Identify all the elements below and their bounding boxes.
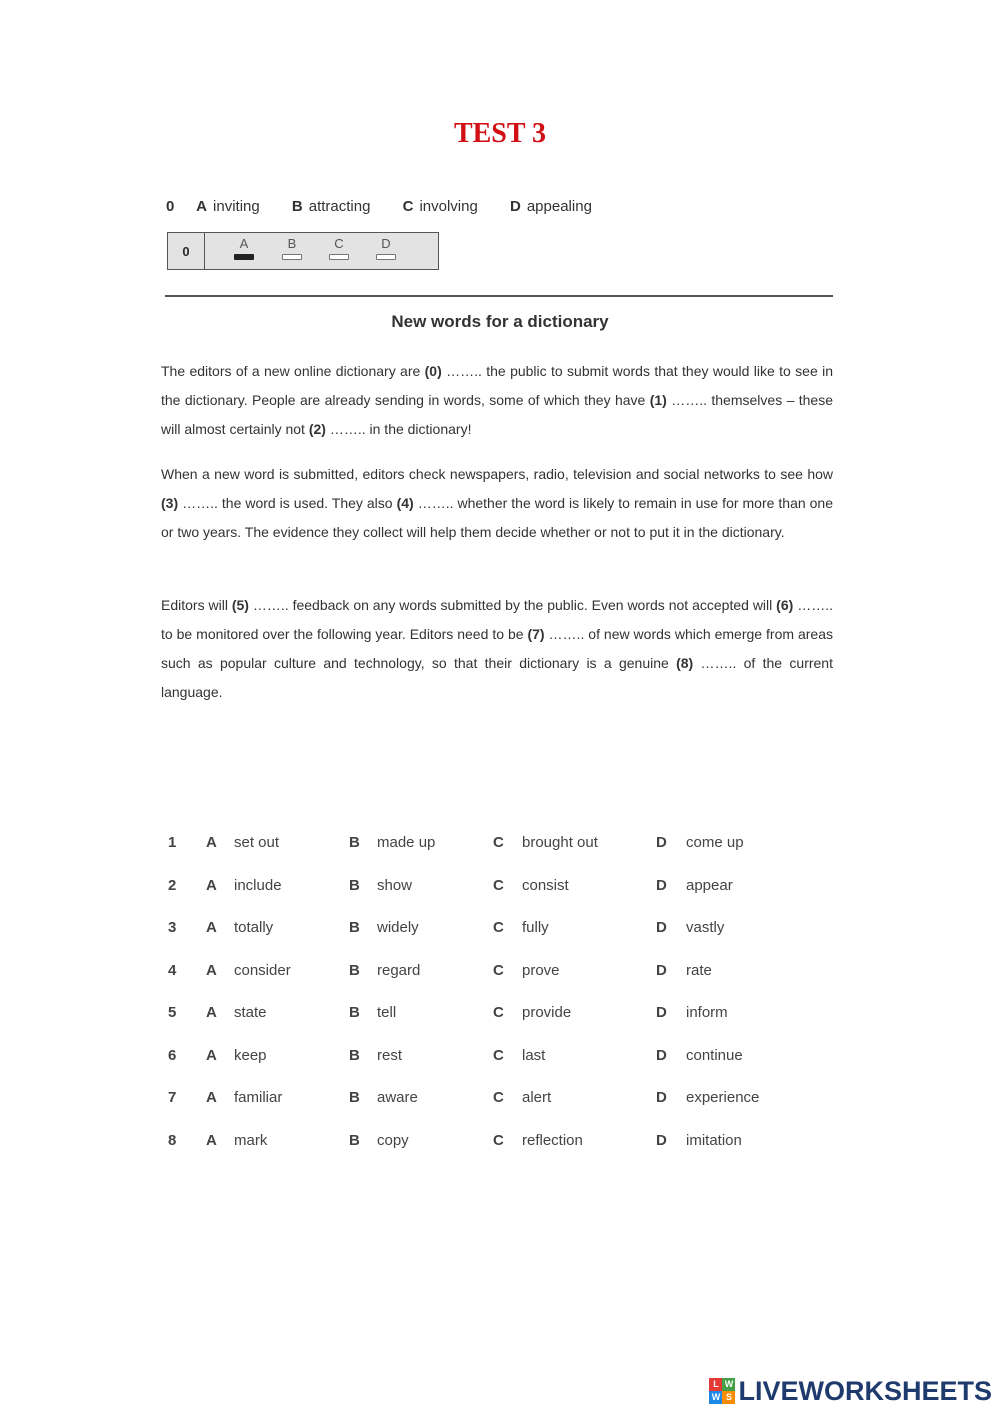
option-letter-b: B <box>349 1089 360 1106</box>
gap-number: (6) <box>776 597 794 613</box>
option-d[interactable]: vastly <box>686 919 725 936</box>
example-option-d: D appealing <box>510 198 592 215</box>
answer-options-table <box>162 834 802 1174</box>
option-letter-c: C <box>493 1004 504 1021</box>
worksheet-title: TEST 3 <box>453 118 547 149</box>
option-letter-d: D <box>656 1046 667 1064</box>
option-c[interactable]: reflection <box>522 1131 583 1149</box>
option-a[interactable]: set out <box>234 834 280 851</box>
option-letter-b: B <box>349 961 360 979</box>
option-d[interactable]: inform <box>686 1004 728 1021</box>
option-letter-b: B <box>349 1131 360 1149</box>
liveworksheets-badge-icon: L W W S <box>709 1378 735 1404</box>
option-b[interactable]: regard <box>377 961 421 979</box>
option-c[interactable]: fully <box>522 919 549 936</box>
answer-mark-empty <box>376 254 396 260</box>
section-divider <box>165 295 833 297</box>
answer-mark-filled <box>234 254 254 260</box>
option-a[interactable]: keep <box>234 1046 267 1064</box>
passage-paragraph-2: When a new word is submitted, editors check newspapers, radio, television and social networks to see how (3) …….. the word is used. They also (4) …….. whether the word is likely to remain in use for more than one or two years. The evidence they collect will help them decide whether or not to put it in the dictionary. <box>161 466 833 540</box>
gap-number: (5) <box>231 597 249 613</box>
option-letter-a: A <box>206 919 217 936</box>
question-number: 7 <box>168 1089 177 1106</box>
liveworksheets-brand: LIVEWORKSHEETS <box>738 1375 992 1406</box>
option-letter-c: C <box>493 1089 504 1106</box>
option-a[interactable]: state <box>234 1004 267 1021</box>
option-letter-d: D <box>656 919 667 936</box>
question-number: 2 <box>168 876 177 894</box>
answer-mark-empty <box>329 254 349 260</box>
answer-sheet-col-b: B <box>279 236 305 260</box>
option-letter-c: C <box>493 834 504 851</box>
gap-number: (8) <box>676 655 694 671</box>
example-option-b: B attracting <box>291 198 371 215</box>
example-option-a: A inviting <box>196 198 260 215</box>
option-d[interactable]: experience <box>686 1089 760 1106</box>
option-letter-b: B <box>349 1004 360 1021</box>
option-d[interactable]: come up <box>686 834 744 851</box>
gap-number: (0) <box>424 363 442 379</box>
option-b[interactable]: widely <box>377 919 419 936</box>
option-c[interactable]: consist <box>522 876 569 894</box>
question-number: 4 <box>168 961 177 979</box>
option-c[interactable]: provide <box>522 1004 572 1021</box>
liveworksheets-logo[interactable] <box>709 1375 992 1407</box>
option-letter-a: A <box>206 1046 217 1064</box>
answer-sheet-col-d: D <box>373 236 399 260</box>
option-b[interactable]: copy <box>377 1131 409 1149</box>
question-row-1 <box>162 834 802 877</box>
option-letter-d: D <box>656 834 667 851</box>
option-letter-a: A <box>206 834 217 851</box>
option-d[interactable]: continue <box>686 1046 743 1064</box>
answer-sheet-number: 0 <box>168 233 205 269</box>
option-a[interactable]: consider <box>234 961 291 979</box>
example-question <box>166 198 620 215</box>
option-letter-c: C <box>493 1046 504 1064</box>
option-letter-b: B <box>349 1046 360 1064</box>
gap-number: (4) <box>396 495 414 511</box>
option-letter-d: D <box>656 876 667 894</box>
option-letter-c: C <box>493 961 504 979</box>
option-letter-a: A <box>206 961 217 979</box>
option-letter-d: D <box>656 961 667 979</box>
option-b[interactable]: rest <box>377 1046 403 1064</box>
option-b[interactable]: show <box>377 876 413 894</box>
option-a[interactable]: familiar <box>234 1089 283 1106</box>
option-c[interactable]: prove <box>522 961 560 979</box>
option-letter-a: A <box>206 1089 217 1106</box>
question-row-6 <box>162 1047 802 1090</box>
question-row-8 <box>162 1132 802 1175</box>
gap-number: (1) <box>649 392 667 408</box>
option-d[interactable]: appear <box>686 876 733 894</box>
option-d[interactable]: rate <box>686 961 712 979</box>
option-a[interactable]: totally <box>234 919 274 936</box>
question-number: 8 <box>168 1131 177 1149</box>
question-row-7 <box>162 1089 802 1132</box>
example-answer-sheet <box>167 232 439 270</box>
option-b[interactable]: tell <box>377 1004 397 1021</box>
option-b[interactable]: made up <box>377 834 436 851</box>
gap-number: (7) <box>527 626 545 642</box>
option-c[interactable]: alert <box>522 1089 552 1106</box>
answer-sheet-col-c: C <box>326 236 352 260</box>
question-row-2 <box>162 877 802 920</box>
option-c[interactable]: last <box>522 1046 546 1064</box>
option-letter-d: D <box>656 1089 667 1106</box>
option-letter-b: B <box>349 834 360 851</box>
option-letter-d: D <box>656 1004 667 1021</box>
passage-paragraph-3: Editors will (5) …….. feedback on any words submitted by the public. Even words not accepted will (6) …….. to be monitored over the following year. Editors need to be (7) …….. of new words which emerge from areas such as popular culture and technology, so that their dictionary is a genuine (8) …….. of the current language. <box>161 597 833 700</box>
option-letter-c: C <box>493 919 504 936</box>
option-letter-d: D <box>656 1131 667 1149</box>
option-b[interactable]: aware <box>377 1089 418 1106</box>
option-letter-b: B <box>349 876 360 894</box>
question-row-4 <box>162 962 802 1005</box>
gap-number: (3) <box>161 495 179 511</box>
option-letter-a: A <box>206 876 217 894</box>
question-number: 1 <box>168 834 177 851</box>
gap-number: (2) <box>308 421 326 437</box>
question-number: 5 <box>168 1004 177 1021</box>
question-row-3 <box>162 919 802 962</box>
option-letter-a: A <box>206 1131 217 1149</box>
question-row-5 <box>162 1004 802 1047</box>
option-c[interactable]: brought out <box>522 834 598 851</box>
option-a[interactable]: include <box>234 876 282 894</box>
passage-paragraph-1: The editors of a new online dictionary are (0) …….. the public to submit words that they would like to see in the dictionary. People are already sending in words, some of which they have (1) …….. themselves – these will almost certainly not (2) …….. in the dictionary! <box>161 363 833 437</box>
option-letter-a: A <box>206 1004 217 1021</box>
answer-sheet-col-a: A <box>231 236 257 260</box>
option-d[interactable]: imitation <box>686 1131 742 1149</box>
question-number: 3 <box>168 919 177 936</box>
option-letter-c: C <box>493 1131 504 1149</box>
example-option-c: C involving <box>402 198 478 215</box>
option-letter-b: B <box>349 919 360 936</box>
passage-title: New words for a dictionary <box>391 312 609 331</box>
option-a[interactable]: mark <box>234 1131 268 1149</box>
option-letter-c: C <box>493 876 504 894</box>
answer-mark-empty <box>282 254 302 260</box>
question-number: 6 <box>168 1046 177 1064</box>
example-number: 0 <box>166 198 175 215</box>
